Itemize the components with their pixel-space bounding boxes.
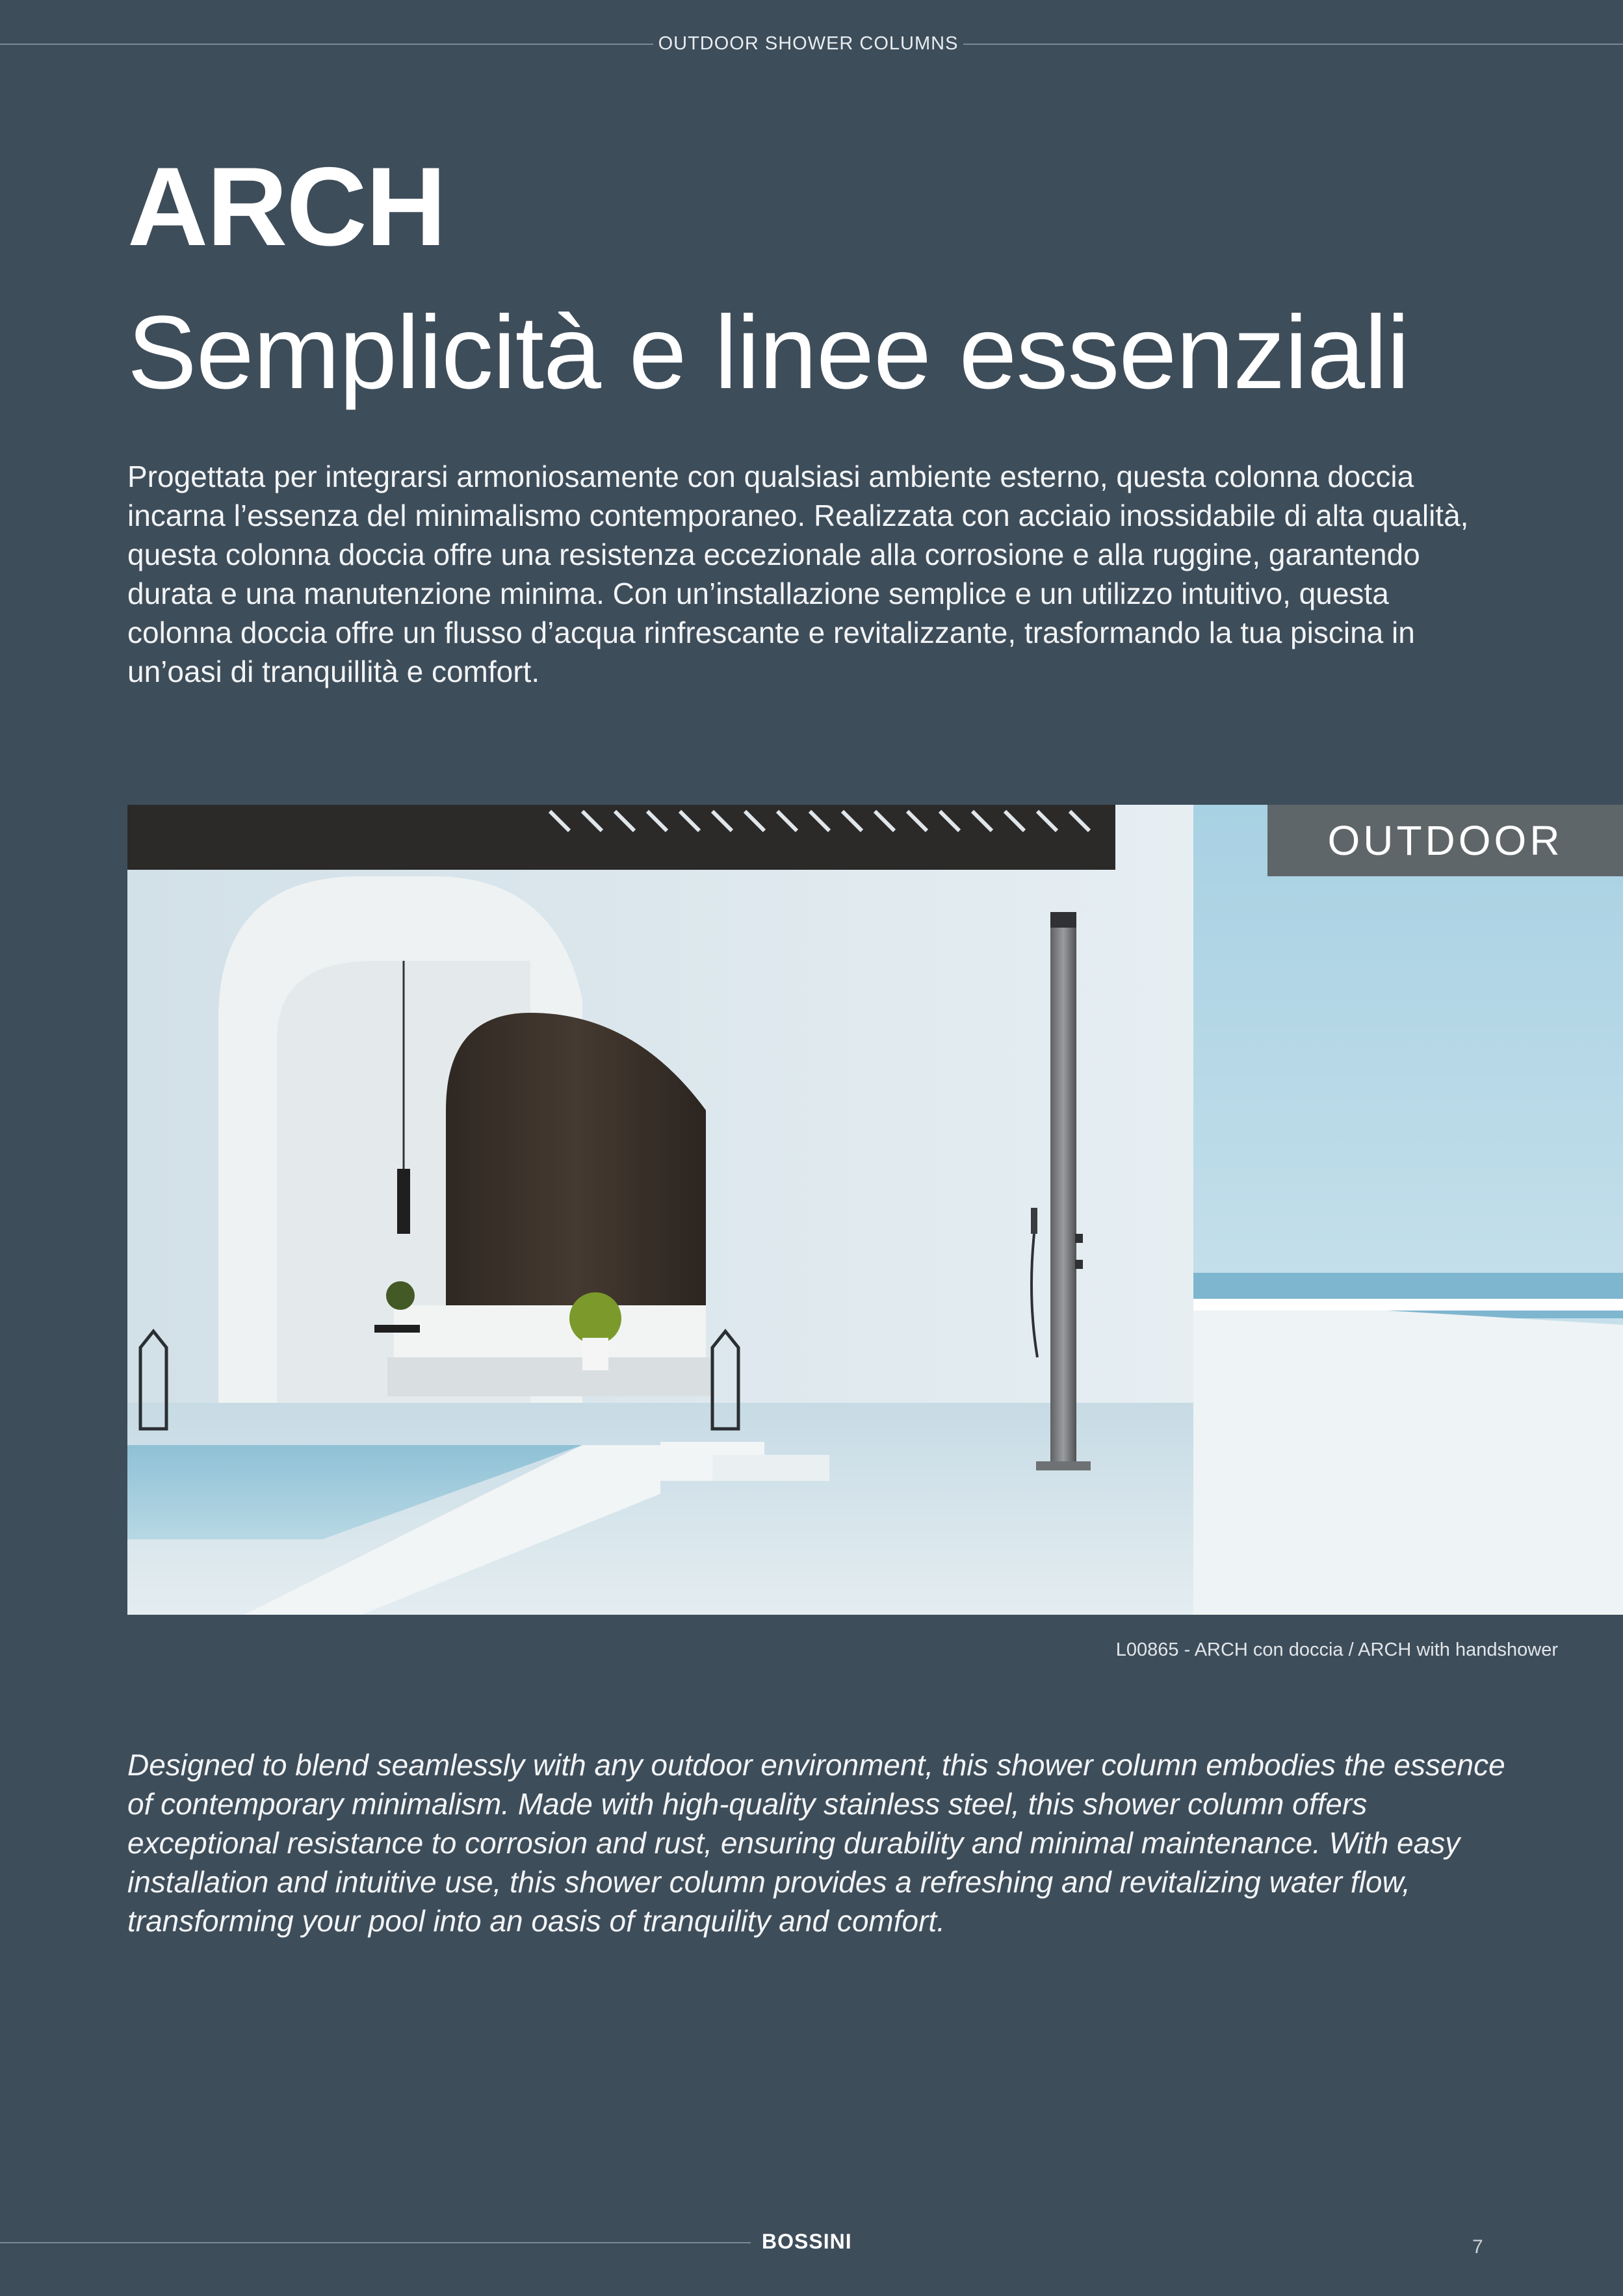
photo-caption: L00865 - ARCH con doccia / ARCH with handshower [1115,1639,1558,1660]
footer-rule [0,2242,751,2243]
english-description: Designed to blend seamlessly with any outdoor environment, this shower column embodies the essence of contemporary minimalism. Made with high-quality stainless steel, this shower column offers exceptional resistance to corrosion and rust, ensuring durability and minimal maintenance. With easy installation and intuitive use, this shower column provides a refreshing and revitalizing water flow, transforming your pool into an oasis of tranquility and comfort. [127,1748,1505,1938]
header-rule-right [963,44,1623,45]
section-header [0,30,1623,57]
section-label: OUTDOOR SHOWER COLUMNS [658,33,959,54]
header-rule-left [0,44,653,45]
product-title: ARCH [127,144,445,269]
page-number: 7 [1472,2236,1483,2258]
product-photo [127,805,1623,1615]
product-subtitle: Semplicità e linee essenziali [127,294,1410,410]
italian-description: Progettata per integrarsi armoniosamente con qualsiasi ambiente esterno, questa colonna doccia incarna l’essenza del minimalismo contemporaneo. Realizzata con acciaio inossidabile di alta qualità, questa colonna doccia offre una resistenza eccezionale alla corrosione e alla ruggine, garantendo durata e una manutenzione minima. Con un’installazione semplice e un utilizzo intuitivo, questa colonna doccia offre un flusso d’acqua rinfrescante e revitalizzante, trasformando la tua piscina in un’oasi di tranquillità e comfort. [127,460,1469,688]
outdoor-badge: OUTDOOR [1267,805,1623,876]
brand-logo: BOSSINI [762,2230,852,2253]
